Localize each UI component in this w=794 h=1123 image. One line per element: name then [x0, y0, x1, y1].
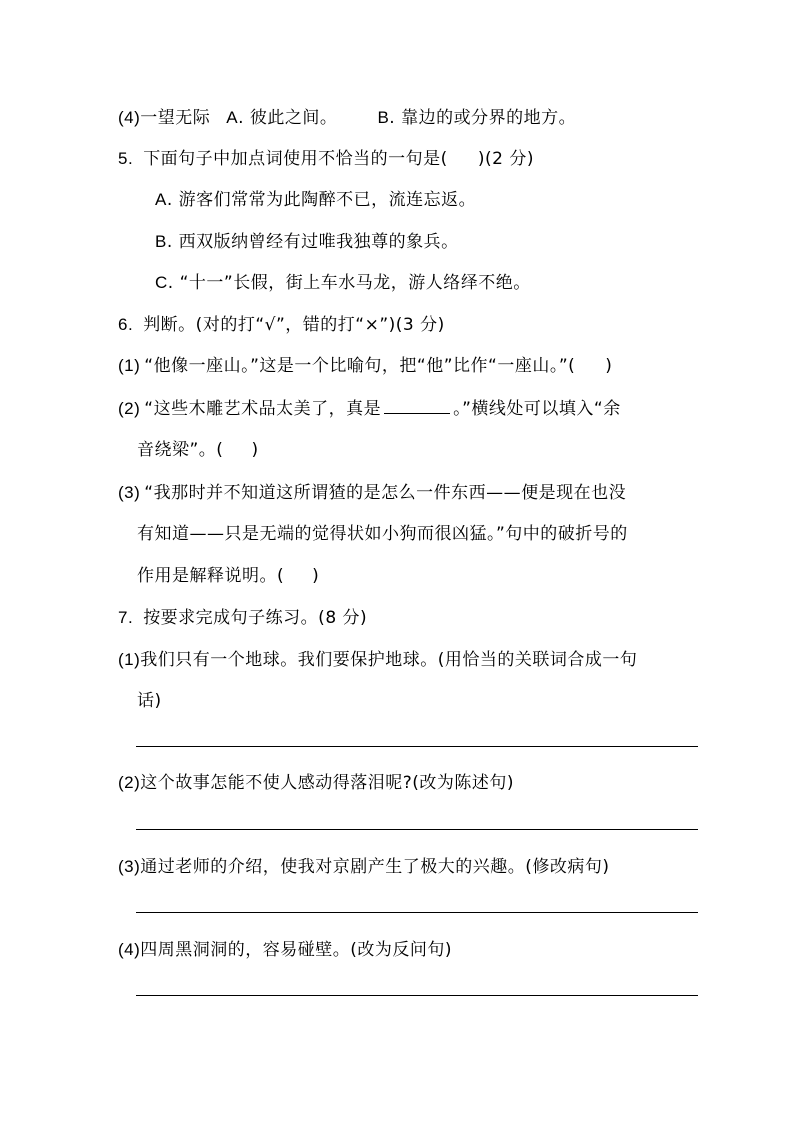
q6-item-2-line-2	[137, 438, 259, 462]
fill-in-blank[interactable]	[384, 399, 450, 414]
answer-line[interactable]	[136, 746, 698, 747]
q5-paren-close: )	[477, 149, 485, 169]
q5-option-text: . 游客们常常为此陶醉不已，流连忘返。	[166, 190, 477, 210]
q5-option-letter: A	[155, 190, 167, 209]
q6-item-text-cont: 。”横线处可以填入“余	[453, 399, 621, 419]
q6-number: 6.	[118, 315, 134, 334]
q4-option-b-letter: B	[377, 108, 390, 127]
q7-item-4	[118, 938, 452, 962]
q7-item-1-line-1	[118, 648, 637, 672]
q6-item-text: “他像一座山。”这是一个比喻句，把“他”比作“一座山。”(	[144, 356, 576, 376]
q4-option-a-text: . 彼此之间。	[238, 108, 338, 128]
q4-option-b-text: . 靠边的或分界的地方。	[389, 108, 577, 128]
q6-item-text: “这些木雕艺术品太美了，真是	[144, 399, 382, 419]
q6-item-3-line-1	[118, 481, 626, 505]
q5-score: (2 分)	[484, 149, 534, 169]
answer-line[interactable]	[136, 829, 698, 830]
q6-item-paren-close: )	[251, 440, 259, 460]
q7-item-2	[118, 771, 514, 795]
q6-stem-line	[118, 313, 445, 337]
q6-item-text: “我那时并不知道这所谓猹的是怎么一件东西——便是现在也没	[144, 483, 627, 503]
q7-item-number: (2)	[118, 773, 141, 792]
q6-item-text: 音绕梁”。(	[137, 440, 224, 460]
q6-item-3-line-2	[137, 522, 628, 546]
q6-stem: 判断。(对的打“√”，错的打“×”)(3 分)	[143, 315, 445, 335]
q5-option-letter: C	[155, 273, 168, 292]
q6-item-2-line-1	[118, 397, 621, 421]
q6-item-number: (1)	[118, 356, 141, 375]
q7-stem: 按要求完成句子练习。(8 分)	[143, 608, 368, 628]
q6-item-1	[118, 354, 612, 378]
q7-item-text: 通过老师的介绍，使我对京剧产生了极大的兴趣。(修改病句)	[140, 857, 610, 877]
q7-item-text: 四周黑洞洞的，容易碰壁。(改为反问句)	[140, 940, 453, 960]
answer-line[interactable]	[136, 995, 698, 996]
q5-stem-line	[118, 147, 534, 171]
q6-item-text: 有知道——只是无端的觉得状如小狗而很凶猛。”句中的破折号的	[137, 524, 628, 544]
q5-option-letter: B	[155, 232, 167, 251]
q6-item-3-line-3	[137, 564, 319, 588]
q7-item-number: (1)	[118, 650, 141, 669]
q5-stem: 下面句子中加点词使用不恰当的一句是(	[143, 149, 448, 169]
q7-item-1-line-2	[137, 689, 162, 713]
q7-stem-line	[118, 606, 367, 630]
q6-item-paren-close: )	[605, 356, 613, 376]
q5-option-a	[155, 188, 476, 212]
q5-option-b	[155, 230, 459, 254]
q5-option-text: . “十一”长假，街上车水马龙，游人络绎不绝。	[167, 273, 531, 293]
q5-option-text: . 西双版纳曾经有过唯我独尊的象兵。	[166, 232, 459, 252]
q5-number: 5.	[118, 149, 134, 168]
q7-item-3	[118, 855, 610, 879]
q6-item-paren-close: )	[312, 566, 320, 586]
q6-item-number: (2)	[118, 399, 141, 418]
q5-option-c	[155, 271, 531, 295]
q4-item-word: 一望无际	[140, 108, 211, 128]
q6-item-number: (3)	[118, 483, 141, 502]
q7-item-number: (4)	[118, 940, 141, 959]
q4-item-number: (4)	[118, 108, 141, 127]
q7-item-text: 话)	[137, 691, 162, 711]
q7-item-number: (3)	[118, 857, 141, 876]
q6-item-text: 作用是解释说明。(	[137, 566, 285, 586]
q7-item-text: 我们只有一个地球。我们要保护地球。(用恰当的关联词合成一句	[140, 650, 638, 670]
q7-number: 7.	[118, 608, 134, 627]
q4-option-a-letter: A	[226, 108, 239, 127]
q7-item-text: 这个故事怎能不使人感动得落泪呢?(改为陈述句)	[140, 773, 515, 793]
q4-item-line	[118, 106, 576, 130]
answer-line[interactable]	[136, 912, 698, 913]
